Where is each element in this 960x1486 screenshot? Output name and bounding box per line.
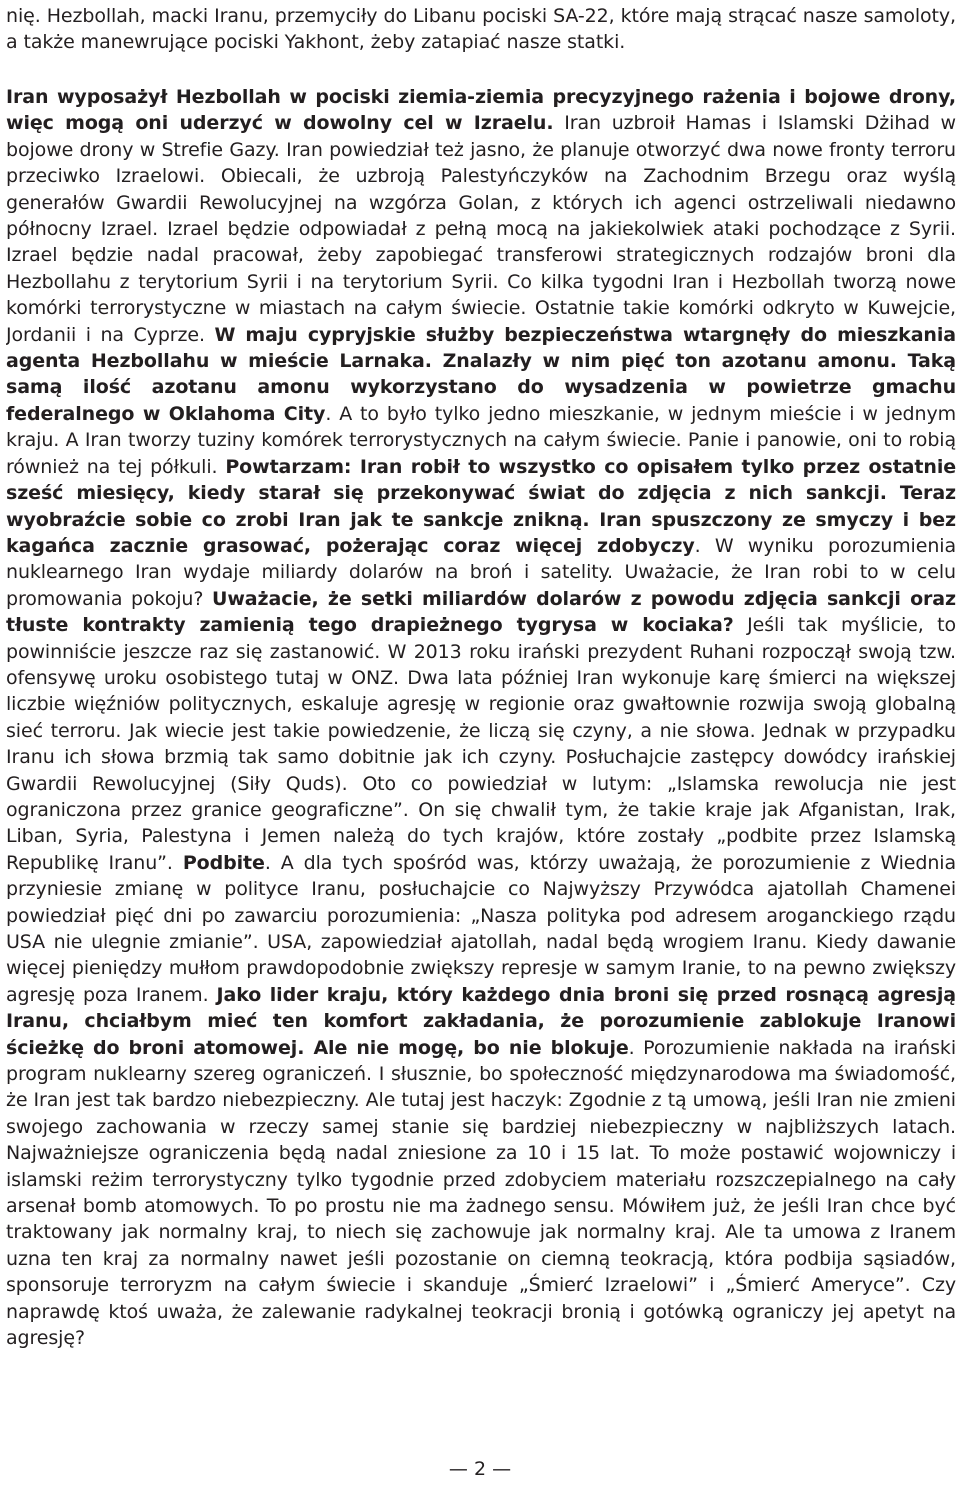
body-text-4: Jeśli tak myślicie, to powinniście jeszcze raz się zastanowić. W 2013 roku irański prezydent Ruhani rozpoczął swoją tzw. ofensywę uroku osobistego tutaj w ONZ. Dwa lata później Iran wykonuje karę śmierci na większej liczbie więźniów politycznych, eskaluje agresję w regionie oraz gwałtownie rozwija swoją globalną sieć terroru. Jak wiecie jest takie powiedzenie, że liczą się czyny, a nie słowa. Jednak w przypadku Iranu ich słowa brzmią tak samo dobitnie jak ich czyny. Posłuchajcie zastępcy dowódcy irańskiej Gwardii Rewolucyjnej (Siły Quds). Oto co powiedział w lutym: „Islamska rewolucja nie jest ograniczona przez granice geograficzne”. On się chwalił tym, że takie kraje jak Afganistan, Irak, Liban, Syria, Palestyna i Jemen należą do tych krajów, które zostały „podbite przez Islamską Republikę Iranu”. [6, 614, 956, 874]
paragraph-main [6, 84, 956, 1352]
page-number: — 2 — [448, 1458, 512, 1480]
body-text-3: . W wyniku porozumienia nuklearnego Iran wydaje miliardy dolarów na broń i satelity. Uważacie, że Iran robi to w celu promowania pokoju? [6, 534, 956, 610]
paragraph-1-text: nię. Hezbollah, macki Iranu, przemyciły do Libanu pociski SA-22, które mają strącać nasze samoloty, a także manewrujące pociski Yakhont, żeby zatapiać nasze statki. [6, 5, 956, 54]
document-page [6, 0, 956, 1486]
bold-statement-6: Jako lider kraju, który każdego dnia broni się przed rosnącą agresją Iranu, chciałbym mieć ten komfort zakładania, że porozumienie zablokuje Iranowi ścieżkę do broni atomowej. Ale nie mogę, bo nie blokuje [6, 983, 956, 1059]
bold-statement-3: Powtarzam: Iran robił to wszystko co opisałem tylko przez ostatnie sześć miesięcy, kiedy starał się przekonywać świat do zdjęcia z nich sankcji. Teraz wyobraźcie sobie co zrobi Iran jak te sankcje znikną. Iran spuszczony ze smyczy i bez kagańca zacznie grasować, pożerając coraz więcej zdobyczy [6, 455, 956, 557]
bold-statement-1: Iran wyposażył Hezbollah w pociski ziemia-ziemia precyzyjnego rażenia i bojowe drony, więc mogą oni uderzyć w dowolny cel w Izraelu. [6, 86, 956, 135]
body-text-1: Iran uzbroił Hamas i Islamski Dżihad w bojowe drony w Strefie Gazy. Iran powiedział też jasno, że planuje otworzyć dwa nowe fronty terroru przeciwko Izraelowi. Obiecali, że uzbroją Palestyńczyków na Zachodnim Brzegu oraz wyślą generałów Gwardii Rewolucyjnej na wzgórza Golan, z których ich agenci ostrzeliwali niedawno północny Izrael. Izrael będzie odpowiadał z pełną mocą na jakiekolwiek ataki pochodzące z Syrii. Izrael będzie nadal pracował, żeby zapobiegać transferowi strategicznych rodzajów broni dla Hezbollahu z terytorium Syrii i na terytorium Syrii. Co kilka tygodni Iran i Hezbollah tworzą nowe komórki terrorystyczne w miastach na całym świecie. Ostatnie takie komórki odkryto w Kuwejcie, Jordanii i na Cyprze. [6, 112, 956, 346]
body-text-6: . Porozumienie nakłada na irański program nuklearny szereg ograniczeń. I słusznie, bo społeczność międzynarodowa ma świadomość, że Iran jest tak bardzo niebezpieczny. Ale tutaj jest haczyk: Zgodnie z tą umową, jeśli Iran nie zmieni swojego zachowania w rzeczy samej stanie się bardziej niebezpieczny w najbliższych latach. Najważniejsze ograniczenia będą nadal zniesione za 10 i 15 lat. To może postawić wojowniczy i islamski reżim terrorystyczny tylko tygodnie przed zdobyciem materiału rozszczepialnego na cały arsenał bomb atomowych. To po prostu nie ma żadnego sensu. Mówiłem już, że jeśli Iran chce być traktowany jak normalny kraj, to niech się zachowuje jak normalny kraj. Ale ta umowa z Iranem uzna ten kraj za normalny nawet jeśli pozostanie on ciemną teokracją, która podbija sąsiadów, sponsoruje terroryzm na całym świecie i skanduje „Śmierć Izraelowi” i „Śmierć Ameryce”. Czy naprawdę ktoś uważa, że zalewanie radykalnej teokracji bronią i gotówką ograniczy jej apetyt na agresję? [6, 1036, 956, 1350]
paragraph-continuation [6, 3, 956, 56]
bold-statement-5: Podbite [182, 851, 265, 874]
bold-statement-4: Uważacie, że setki miliardów dolarów z powodu zdjęcia sankcji oraz tłuste kontrakty zamienią tego drapieżnego tygrysa w kociaka? [6, 587, 956, 637]
bold-statement-2: W maju cypryjskie służby bezpieczeństwa wtargnęły do mieszkania agenta Hezbollahu w mieście Larnaka. Znalazły w nim pięć ton azotanu amonu. Taką samą ilość azotanu amonu wykorzystano do wysadzenia w powietrze gmachu federalnego w Oklahoma City [6, 323, 956, 425]
body-text-5: . A dla tych spośród was, którzy uważają, że porozumienie z Wiednia przyniesie zmianę w polityce Iranu, posłuchajcie co Najwyższy Przywódca ajatollah Chamenei powiedział pięć dni po zawarciu porozumienia: „Nasza polityka pod adresem aroganckiego rządu USA nie ulegnie zmianie”. USA, zapowiedział ajatollah, nadal będą wrogiem Iranu. Kiedy dawanie więcej pieniędzy mułłom prawdopodobnie zwiększy represje w samym Iranie, to na pewno zwiększy agresję poza Iranem. [6, 851, 956, 1006]
body-text-2: . A to było tylko jedno mieszkanie, w jednym mieście i w jednym kraju. A Iran tworzy tuziny komórek terrorystycznych na całym świecie. Panie i panowie, oni to robią również na tej półkuli. [6, 402, 956, 478]
